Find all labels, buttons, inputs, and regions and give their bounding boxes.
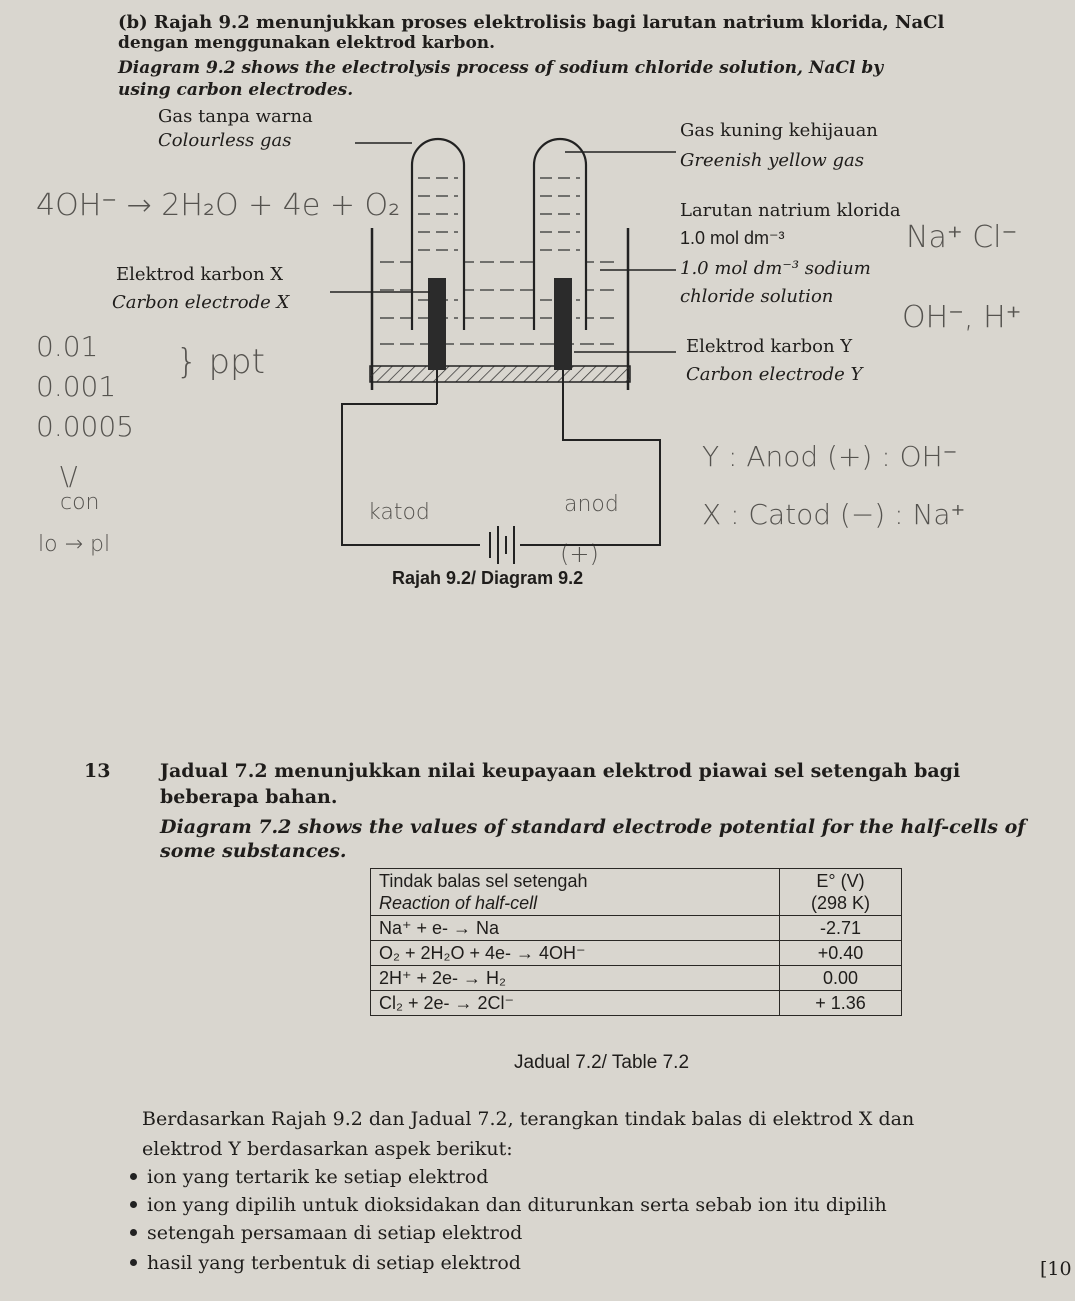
table-row: 2H⁺ + 2e- → H₂ 0.00 [371, 966, 902, 991]
table-caption: Jadual 7.2/ Table 7.2 [514, 1052, 690, 1073]
partb-line4: using carbon electrodes. [118, 80, 354, 100]
solution-conc-ms: 1.0 mol dm⁻³ [680, 228, 785, 248]
hand-num-1: 0.01 [36, 330, 99, 363]
table-row: O₂ + 2H₂O + 4e- → 4OH⁻ +0.40 [371, 941, 902, 966]
hand-anod: anod [564, 492, 619, 517]
task-intro1: Berdasarkan Rajah 9.2 dan Jadual 7.2, terangkan tindak balas di elektrod X dan [142, 1108, 915, 1130]
hand-plus: (+) [560, 540, 599, 568]
hand-ions-a: Na⁺ Cl⁻ [906, 220, 1018, 255]
gas-right-en: Greenish yellow gas [680, 150, 864, 171]
partb-line1: (b) Rajah 9.2 menunjukkan proses elektrolisis bagi larutan natrium klorida, NaCl [118, 12, 945, 33]
gas-left-en: Colourless gas [158, 130, 292, 151]
bullet-1: ion yang tertarik ke setiap elektrod [130, 1166, 488, 1188]
marks: [10 [1040, 1258, 1072, 1280]
electrode-x [428, 278, 446, 370]
hand-ppt: } ppt [176, 342, 265, 382]
solution-en-b: chloride solution [680, 286, 834, 307]
beaker-base [370, 366, 630, 382]
task-intro2: elektrod Y berdasarkan aspek berikut: [142, 1138, 513, 1160]
header-potential: E° (V) (298 K) [780, 869, 902, 916]
hand-mark: \/ [60, 462, 78, 492]
electrode-x-ms: Elektrod karbon X [116, 264, 284, 285]
leader-lines [330, 143, 676, 352]
hand-equation: 4OH⁻ → 2H₂O + 4e + O₂ [36, 188, 401, 223]
question-number: 13 [84, 760, 111, 782]
header-reaction: Tindak balas sel setengah Reaction of half-cell [371, 869, 780, 916]
gas-left-ms: Gas tanpa warna [158, 106, 313, 127]
q13-en2: some substances. [160, 840, 347, 862]
partb-line3: Diagram 9.2 shows the electrolysis process of sodium chloride solution, NaCl by [118, 58, 884, 78]
table-row: Cl₂ + 2e- → 2Cl⁻ + 1.36 [371, 991, 902, 1016]
hand-katod: katod [368, 500, 430, 525]
solution-ms: Larutan natrium klorida [680, 200, 901, 221]
diagram-caption: Rajah 9.2/ Diagram 9.2 [392, 568, 584, 588]
solution-en-a: 1.0 mol dm⁻³ sodium [680, 258, 871, 279]
battery-icon [490, 526, 514, 564]
hand-num-2: 0.001 [36, 370, 117, 403]
table-row: Na⁺ + e- → Na -2.71 [371, 916, 902, 941]
electrode-y-en: Carbon electrode Y [686, 364, 863, 385]
electrode-potential-table [370, 868, 902, 1016]
hand-num-3: 0.0005 [36, 410, 134, 443]
hand-lo: lo → pl [38, 532, 111, 557]
bullet-3: setengah persamaan di setiap elektrod [130, 1222, 522, 1244]
hand-y-note: Y : Anod (+) : OH⁻ [702, 440, 958, 473]
gas-right-ms: Gas kuning kehijauan [680, 120, 878, 141]
bullet-2: ion yang dipilih untuk dioksidakan dan diturunkan serta sebab ion itu dipilih [130, 1194, 887, 1216]
hand-ions-b: OH⁻, H⁺ [902, 300, 1022, 335]
bullet-4: hasil yang terbentuk di setiap elektrod [130, 1252, 521, 1274]
q13-ms2: beberapa bahan. [160, 786, 338, 808]
hand-con: con [60, 490, 100, 515]
q13-en1: Diagram 7.2 shows the values of standard electrode potential for the half-cells of [160, 816, 1026, 838]
electrode-y [554, 278, 572, 370]
partb-line2: dengan menggunakan elektrod karbon. [118, 33, 496, 53]
table-header-row [371, 869, 902, 916]
q13-ms1: Jadual 7.2 menunjukkan nilai keupayaan elektrod piawai sel setengah bagi [160, 760, 961, 782]
hand-x-note: X : Catod (−) : Na⁺ [702, 498, 966, 531]
electrode-x-en: Carbon electrode X [112, 292, 290, 313]
electrode-y-ms: Elektrod karbon Y [686, 336, 853, 357]
